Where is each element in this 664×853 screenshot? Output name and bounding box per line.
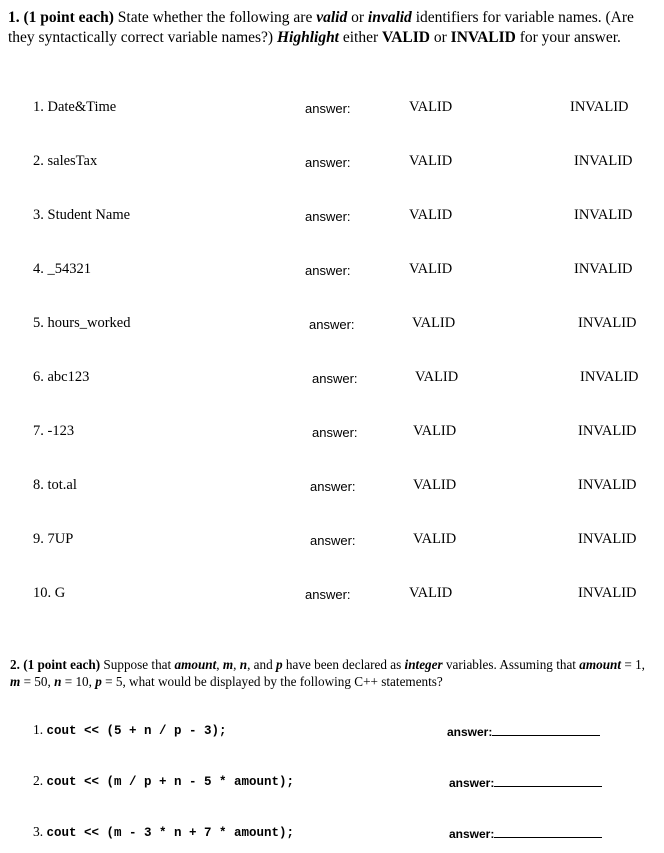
option-invalid[interactable]: INVALID [578, 423, 637, 439]
answer-label: answer: [310, 479, 356, 494]
answer-label: answer: [449, 776, 495, 790]
option-valid[interactable]: VALID [409, 207, 453, 223]
var-n: n [239, 657, 248, 672]
question-1-points: (1 point each) [23, 9, 114, 26]
identifier-item: 5. hours_worked [33, 315, 131, 331]
identifier-item: 4. _54321 [33, 261, 91, 277]
prompt-text: for your answer. [515, 29, 621, 46]
statement-number: 2. [33, 773, 47, 788]
code-statement [33, 722, 227, 738]
question-2-number: 2. [10, 657, 20, 672]
emph-valid-caps: VALID [382, 29, 430, 46]
prompt-text: or [430, 29, 451, 46]
prompt-text: variables. Assuming that [442, 657, 580, 672]
identifier-item: 6. abc123 [33, 369, 90, 385]
answer-field [447, 723, 600, 739]
var-m: m [222, 657, 234, 672]
answer-blank[interactable] [494, 774, 602, 787]
question-1-prompt [8, 8, 658, 48]
option-invalid[interactable]: INVALID [574, 261, 633, 277]
option-valid[interactable]: VALID [409, 99, 453, 115]
answer-label: answer: [312, 371, 358, 386]
answer-blank[interactable] [492, 723, 600, 736]
emph-invalid-caps: INVALID [450, 29, 516, 46]
option-valid[interactable]: VALID [409, 153, 453, 169]
var-amount: amount [579, 657, 622, 672]
answer-label: answer: [305, 209, 351, 224]
option-valid[interactable]: VALID [413, 423, 457, 439]
answer-label: answer: [447, 725, 493, 739]
prompt-text: = 1, [621, 657, 645, 672]
var-n: n [54, 674, 62, 689]
var-amount: amount [174, 657, 217, 672]
prompt-text: = 10, [61, 674, 96, 689]
option-invalid[interactable]: INVALID [570, 99, 629, 115]
identifier-item: 1. Date&Time [33, 99, 117, 115]
option-valid[interactable]: VALID [413, 531, 457, 547]
prompt-text: , and [247, 657, 277, 672]
answer-label: answer: [305, 155, 351, 170]
answer-label: answer: [310, 533, 356, 548]
code-statement [33, 824, 294, 840]
statement-number: 3. [33, 824, 47, 839]
question-1-number: 1. [8, 9, 20, 26]
emph-integer: integer [404, 657, 443, 672]
prompt-text: = 50, [20, 674, 55, 689]
option-invalid[interactable]: INVALID [578, 477, 637, 493]
statement-code: cout << (m / p + n - 5 * amount); [46, 775, 295, 789]
prompt-text: identifiers for variable names. (Are they syntactically correct variable names?) [8, 9, 634, 46]
statement-number: 1. [33, 722, 47, 737]
answer-field [449, 774, 602, 790]
statement-code: cout << (5 + n / p - 3); [46, 724, 227, 738]
var-p: p [95, 674, 102, 689]
prompt-text: Suppose that [100, 657, 175, 672]
option-valid[interactable]: VALID [412, 315, 456, 331]
option-valid[interactable]: VALID [409, 261, 453, 277]
answer-blank[interactable] [494, 825, 602, 838]
identifier-item: 7. -123 [33, 423, 75, 439]
prompt-text: or [347, 9, 368, 26]
option-valid[interactable]: VALID [409, 585, 453, 601]
answer-label: answer: [305, 101, 351, 116]
prompt-text: have been declared as [282, 657, 405, 672]
identifier-item: 2. salesTax [33, 153, 98, 169]
answer-label: answer: [312, 425, 358, 440]
answer-label: answer: [449, 827, 495, 841]
identifier-item: 9. 7UP [33, 531, 74, 547]
answer-field [449, 825, 602, 841]
option-invalid[interactable]: INVALID [574, 153, 633, 169]
option-invalid[interactable]: INVALID [578, 585, 637, 601]
identifier-item: 10. G [33, 585, 66, 601]
prompt-text: = 5, what would be displayed by the following C++ statements? [101, 674, 443, 689]
option-valid[interactable]: VALID [415, 369, 459, 385]
emph-valid: valid [316, 9, 348, 26]
identifier-item: 3. Student Name [33, 207, 131, 223]
question-2-points: (1 point each) [23, 657, 101, 672]
option-invalid[interactable]: INVALID [578, 531, 637, 547]
option-invalid[interactable]: INVALID [574, 207, 633, 223]
var-p: p [276, 657, 283, 672]
answer-label: answer: [305, 587, 351, 602]
option-invalid[interactable]: INVALID [578, 315, 637, 331]
answer-label: answer: [309, 317, 355, 332]
emph-highlight: Highlight [276, 29, 339, 46]
var-m: m [10, 674, 21, 689]
answer-label: answer: [305, 263, 351, 278]
emph-invalid: invalid [367, 9, 412, 26]
prompt-text: either [339, 29, 383, 46]
prompt-text: , [233, 657, 240, 672]
identifier-item: 8. tot.al [33, 477, 77, 493]
prompt-text: , [216, 657, 223, 672]
code-statement [33, 773, 294, 789]
prompt-text: State whether the following are [113, 9, 317, 26]
question-2-prompt [10, 656, 655, 690]
option-invalid[interactable]: INVALID [580, 369, 639, 385]
option-valid[interactable]: VALID [413, 477, 457, 493]
statement-code: cout << (m - 3 * n + 7 * amount); [46, 826, 295, 840]
